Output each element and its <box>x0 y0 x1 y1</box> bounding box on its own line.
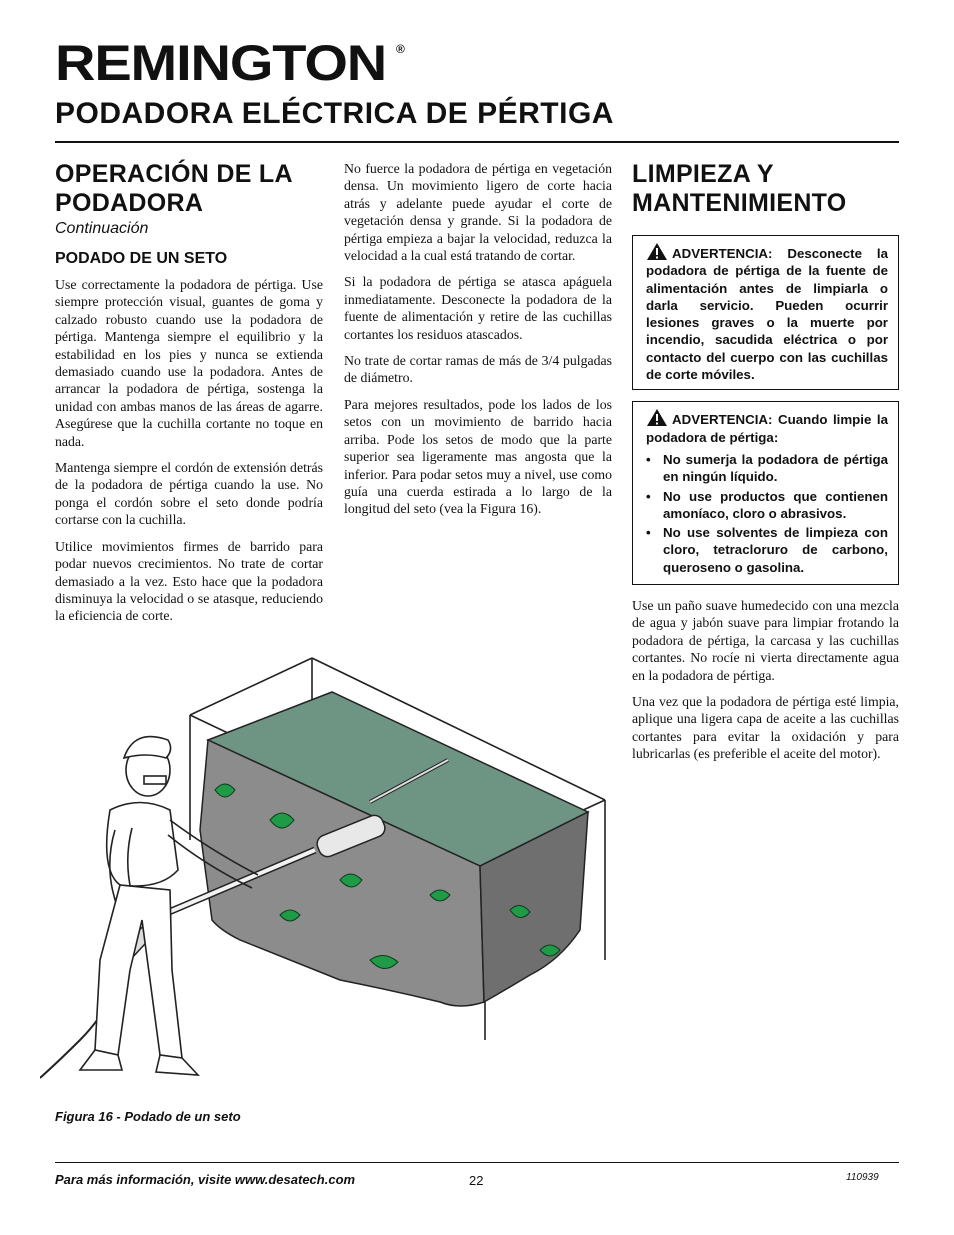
warning-triangle-icon <box>646 242 668 261</box>
warning-box-cleaning <box>632 401 899 585</box>
page-title: PODADORA ELÉCTRICA DE PÉRTIGA <box>55 97 614 130</box>
page-number: 22 <box>469 1173 484 1188</box>
paragraph: Si la podadora de pértiga se atasca apáguela inmediatamente. Desconecte la podadora de la fuente de alimentación y retire de las cuchillas cortantes los residuos atascados. <box>344 274 612 342</box>
brand-logo: REMINGTON <box>55 35 387 91</box>
heading-line-2: PODADORA <box>55 189 204 217</box>
heading-line-1: OPERACIÓN DE LA <box>55 160 293 188</box>
right-column <box>632 160 899 772</box>
middle-column <box>344 160 612 527</box>
paragraph: Use correctamente la podadora de pértiga. Use siempre protección visual, guantes de goma y calzado robusto cuando use la podadora de pértiga. Mantenga siempre el equilibrio y la estabilidad en los pies y nunca se extienda demasiado cuando use la podadora. Antes de arrancar la podadora de pértiga, sostenga la unidad con ambas manos de las áreas de agarre. Asegúrese que la cuchilla cortante no toque en nada. <box>55 277 323 449</box>
heading-line-1: LIMPIEZA Y <box>632 160 774 188</box>
section-heading-operation <box>55 160 323 218</box>
paragraph: No trate de cortar ramas de más de 3/4 pulgadas de diámetro. <box>344 353 612 386</box>
paragraph: Utilice movimientos firmes de barrido para podar nuevos crecimientos. No trate de cortar demasiado a la vez. Esto hace que la podadora disminuya la velocidad o se atasque, reduciendo la eficiencia de corte. <box>55 538 323 624</box>
footer-divider <box>55 1162 899 1163</box>
continuation-subheading: Continuación <box>55 220 149 237</box>
warning-intro: ADVERTENCIA: Cuando limpie la podadora de pértiga: <box>646 412 888 445</box>
header-divider <box>55 141 899 143</box>
section-heading-cleaning <box>632 160 899 218</box>
warning-text: ADVERTENCIA: Desconecte la podadora de pértiga de la fuente de alimentación antes de limpiarla o darla servicio. Pueden ocurrir lesiones graves o la muerte por incendio, sacudida eléctrica o por contacto del cuerpo con las cuchillas de corte móviles. <box>646 246 888 383</box>
document-code: 110939 <box>846 1172 879 1183</box>
heading-line-2: MANTENIMIENTO <box>632 189 847 217</box>
warning-list-item: • No use productos que contienen amoníaco, cloro o abrasivos. <box>646 488 888 523</box>
paragraph: Mantenga siempre el cordón de extensión detrás de la podadora de pértiga cuando la use. No ponga el cordón sobre el seto donde podría cortarse con la cuchilla. <box>55 460 323 528</box>
warning-list-item: • No sumerja la podadora de pértiga en ningún líquido. <box>646 451 888 486</box>
registered-mark: ® <box>396 42 405 56</box>
section-title-hedge: PODADO DE UN SETO <box>55 250 228 267</box>
paragraph: Use un paño suave humedecido con una mezcla de agua y jabón suave para limpiar frotando la podadora de pértiga, la carcasa y las cuchillas cortantes. No rocíe ni vierta directamente agua en la podadora de pértiga. <box>632 598 899 683</box>
warning-list-item: • No use solventes de limpieza con cloro, tetracloruro de carbono, queroseno o gasolina. <box>646 524 888 576</box>
paragraph: Una vez que la podadora de pértiga esté limpia, aplique una ligera capa de aceite a las cuchillas cortantes para evitar la oxidación y para lubricarlas (es preferible el aceite del motor). <box>632 694 899 762</box>
warning-triangle-icon <box>646 408 668 427</box>
left-column <box>55 160 323 634</box>
footer-info: Para más información, visite www.desatech.com <box>55 1172 356 1187</box>
warning-box-disconnect <box>632 235 899 390</box>
paragraph: Para mejores resultados, pode los lados de los setos con un movimiento de barrido hacia arriba. Pode los setos de modo que la parte superior sea ligeramente mas angosta que la inferior. Para podar setos muy a nivel, use como guía una cuerda estirada a lo largo de la longitud del seto (vea la Figura 16). <box>344 396 612 517</box>
hedge-trimming-illustration <box>40 630 620 1100</box>
warning-list <box>646 451 888 576</box>
paragraph: No fuerce la podadora de pértiga en vegetación densa. Un movimiento ligero de corte hacia atrás y adelante puede ayudar el corte de vegetación densa y grande. Si la podadora de pértiga empieza a bajar la velocidad, reduzca la velocidad a la cual está tratando de cortar. <box>344 161 612 264</box>
figure-caption: Figura 16 - Podado de un seto <box>55 1109 241 1124</box>
